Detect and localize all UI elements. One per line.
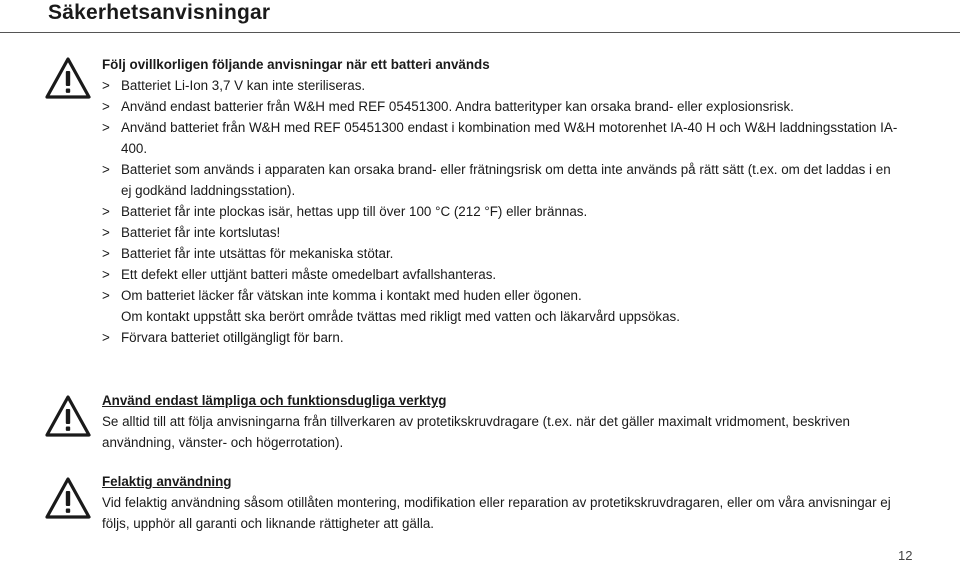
misuse-warning-heading: Felaktig användning — [102, 474, 232, 489]
page-number: 12 — [898, 548, 913, 563]
misuse-warning-section — [102, 471, 902, 534]
warning-triangle-icon — [44, 394, 92, 438]
tools-warning-text: Se alltid till att följa anvisningarna från tillverkaren av protetikskruvdragare (t.ex. när det gäller maximalt vridmoment, beskriven användning, vänster- och högerrotation). — [102, 414, 850, 450]
misuse-warning-text: Vid felaktig användning såsom otillåten montering, modifikation eller reparation av protetikskruvdragaren, eller om våra anvisningar ej följs, upphör all garanti och liknande rättigheter att gälla. — [102, 495, 891, 531]
warning-triangle-icon — [44, 56, 92, 100]
list-item: > Förvara batteriet otillgängligt för barn. — [102, 330, 344, 345]
list-item: > Batteriet får inte kortslutas! — [102, 225, 281, 240]
list-item: > Batteriet får inte plockas isär, hettas upp till över 100 °C (212 °F) eller brännas. — [102, 204, 588, 219]
battery-warning-section — [102, 54, 902, 348]
list-item: > Batteriet får inte utsättas för mekaniska stötar. — [102, 246, 394, 261]
list-item: > Använd endast batterier från W&H med REF 05451300. Andra batterityper kan orsaka brand- eller explosionsrisk. — [102, 99, 794, 114]
warning-triangle-icon — [44, 476, 92, 520]
battery-warning-list — [102, 75, 902, 348]
tools-warning-section — [102, 390, 902, 453]
list-item: > Om batteriet läcker får vätskan inte komma i kontakt med huden eller ögonen. Om kontakt uppstått ska berört område tvättas med rikligt med vatten och läkarvård uppsökas. — [102, 288, 680, 324]
title-divider — [0, 32, 960, 33]
page-title: Säkerhetsanvisningar — [48, 1, 271, 24]
battery-warning-heading: Följ ovillkorligen följande anvisningar när ett batteri används — [102, 57, 490, 72]
list-item: > Batteriet som används i apparaten kan orsaka brand- eller frätningsrisk om detta inte används på rätt sätt (t.ex. om det laddas i en ej godkänd laddningsstation). — [102, 162, 891, 198]
list-item: > Ett defekt eller uttjänt batteri måste omedelbart avfallshanteras. — [102, 267, 497, 282]
tools-warning-heading: Använd endast lämpliga och funktionsdugliga verktyg — [102, 393, 447, 408]
list-item: > Använd batteriet från W&H med REF 05451300 endast i kombination med W&H motorenhet IA-40 H och W&H laddningsstation IA-400. — [102, 120, 898, 156]
list-item: > Batteriet Li-Ion 3,7 V kan inte steriliseras. — [102, 78, 366, 93]
